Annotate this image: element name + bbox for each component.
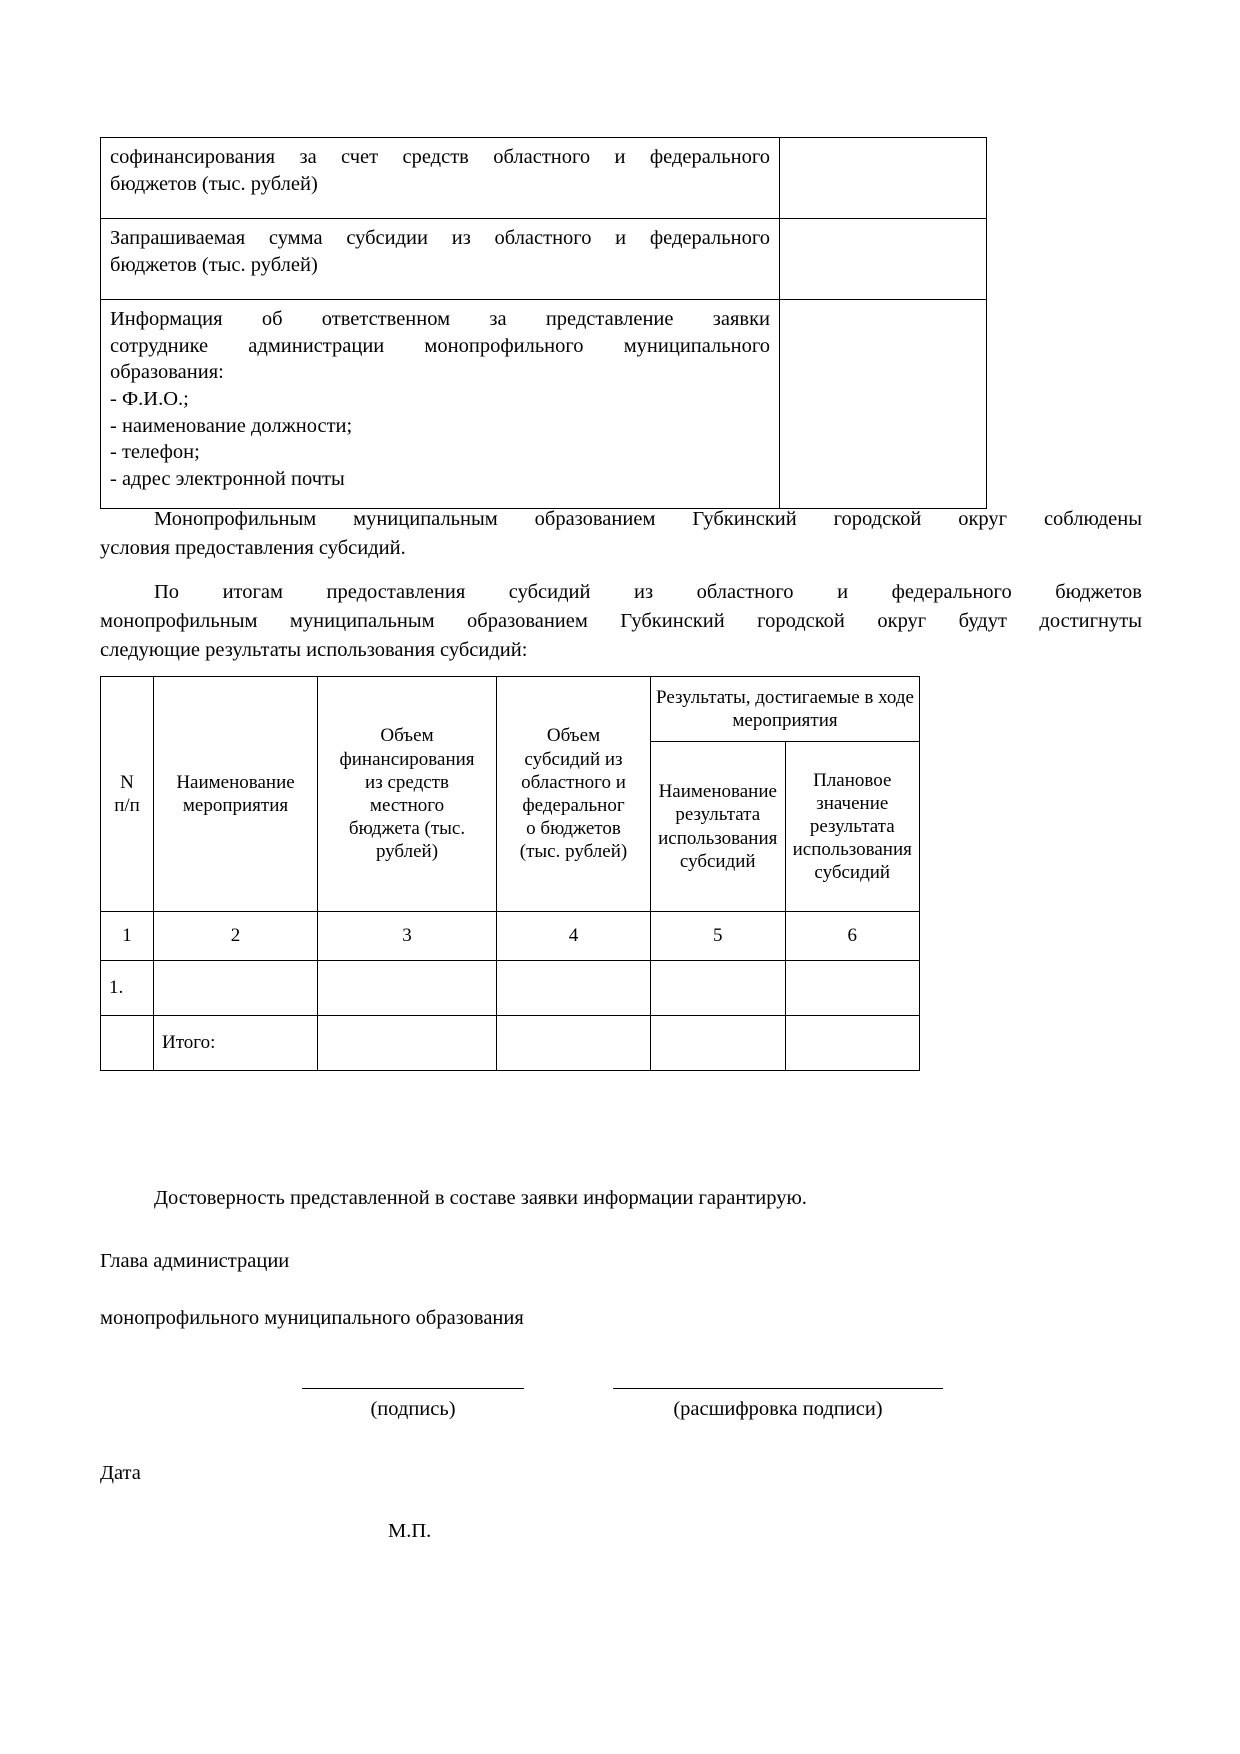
signatory-title-line-1: Глава администрации bbox=[100, 1250, 290, 1272]
cell-total-planned-value[interactable] bbox=[785, 1016, 920, 1071]
column-number: 6 bbox=[785, 912, 920, 961]
info-label-requested-subsidy bbox=[101, 219, 780, 300]
header-group-results: Результаты, достигаемые в ходе мероприятия bbox=[651, 677, 920, 742]
column-number: 2 bbox=[154, 912, 318, 961]
info-label-line: бюджетов (тыс. рублей) bbox=[110, 172, 318, 195]
signatory-title-line-2: монопрофильного муниципального образования bbox=[100, 1307, 524, 1329]
column-number: 5 bbox=[651, 912, 786, 961]
table-header-group-row bbox=[101, 677, 920, 742]
column-number: 3 bbox=[318, 912, 497, 961]
header-line: Наименование bbox=[176, 771, 295, 793]
header-line: областного и bbox=[521, 771, 626, 793]
guarantee-statement: Достоверность представленной в составе заявки информации гарантирую. bbox=[154, 1187, 807, 1209]
header-line: финансирования bbox=[339, 748, 475, 770]
paragraph-conditions-met bbox=[100, 505, 1142, 563]
header-line: мероприятия bbox=[182, 795, 289, 816]
header-line: федеральног bbox=[522, 795, 625, 816]
header-col-planned-value bbox=[785, 742, 920, 912]
info-label-line: образования: bbox=[110, 361, 224, 384]
header-col-result-name bbox=[651, 742, 786, 912]
info-label-line: сотруднике администрации монопрофильного муниципального bbox=[110, 334, 770, 357]
cell-total-result-name[interactable] bbox=[651, 1016, 786, 1071]
table-column-numbers-row bbox=[101, 912, 920, 961]
info-label-line: Информация об ответственном за представление заявки bbox=[110, 308, 770, 330]
stamp-label: М.П. bbox=[388, 1520, 432, 1542]
header-line: Объем bbox=[546, 725, 601, 747]
table-row bbox=[101, 300, 987, 509]
header-line: Наименование bbox=[658, 781, 777, 803]
header-line: Плановое bbox=[813, 769, 892, 791]
paragraph-line: следующие результаты использования субсидий: bbox=[100, 639, 528, 662]
info-label-line: софинансирования за счет средств областного и федерального bbox=[110, 146, 770, 168]
signature-caption: (подпись) bbox=[370, 1398, 456, 1420]
header-line: рублей) bbox=[375, 841, 439, 863]
header-line: использования bbox=[792, 839, 912, 861]
table-row bbox=[101, 138, 987, 219]
header-line: значение bbox=[816, 792, 889, 814]
header-line: N bbox=[120, 771, 134, 793]
header-line: (тыс. рублей) bbox=[519, 841, 628, 863]
date-label: Дата bbox=[100, 1462, 141, 1484]
cell-total-regional-federal-budget[interactable] bbox=[497, 1016, 651, 1071]
info-label-line: - телефон; bbox=[110, 441, 200, 464]
table-row bbox=[101, 961, 920, 1016]
info-value-requested-subsidy[interactable] bbox=[780, 219, 987, 300]
header-col-number bbox=[101, 677, 154, 912]
cell-total-label: Итого: bbox=[154, 1016, 318, 1071]
paragraph-line: Монопрофильным муниципальным образованием Губкинский городской округ соблюдены bbox=[154, 508, 1142, 530]
header-line: из средств bbox=[365, 771, 449, 793]
cell-local-budget[interactable] bbox=[318, 961, 497, 1016]
header-col-local-budget bbox=[318, 677, 497, 912]
info-label-line: - Ф.И.О.; bbox=[110, 387, 189, 410]
header-line: субсидий из bbox=[524, 748, 623, 770]
paragraph-results-intro bbox=[100, 578, 1142, 665]
paragraph-line: монопрофильным муниципальным образованием Губкинский городской округ будут достигнуты bbox=[100, 610, 1142, 633]
info-label-cofinancing bbox=[101, 138, 780, 219]
results-table bbox=[100, 676, 920, 1071]
info-label-responsible-person bbox=[101, 300, 780, 509]
row-index: 1. bbox=[101, 961, 154, 1016]
header-line: субсидий bbox=[814, 862, 891, 884]
info-label-line: - адрес электронной почты bbox=[110, 467, 345, 490]
table-row bbox=[101, 219, 987, 300]
header-line: результата bbox=[675, 804, 761, 826]
cell-total-local-budget[interactable] bbox=[318, 1016, 497, 1071]
info-label-line: Запрашиваемая сумма субсидии из областного и федерального bbox=[110, 227, 770, 249]
header-line: субсидий bbox=[679, 850, 756, 872]
header-line: местного bbox=[369, 795, 445, 816]
header-line: результата bbox=[809, 815, 895, 837]
header-col-event-name bbox=[154, 677, 318, 912]
applicant-info-table bbox=[100, 137, 987, 509]
header-line: п/п bbox=[114, 795, 140, 816]
table-row-total bbox=[101, 1016, 920, 1071]
column-number: 4 bbox=[497, 912, 651, 961]
signature-decoding-rule bbox=[613, 1388, 943, 1389]
cell-planned-value[interactable] bbox=[785, 961, 920, 1016]
paragraph-line: По итогам предоставления субсидий из областного и федерального бюджетов bbox=[154, 581, 1142, 603]
header-line: Объем bbox=[380, 725, 434, 747]
signature-decoding-caption: (расшифровка подписи) bbox=[673, 1398, 883, 1420]
column-number: 1 bbox=[101, 912, 154, 961]
info-label-line: бюджетов (тыс. рублей) bbox=[110, 253, 318, 276]
row-index bbox=[101, 1016, 154, 1071]
paragraph-line: условия предоставления субсидий. bbox=[100, 537, 406, 560]
header-line: бюджета (тыс. bbox=[348, 818, 466, 840]
header-line: использования bbox=[658, 827, 778, 849]
cell-regional-federal-budget[interactable] bbox=[497, 961, 651, 1016]
signature-rule bbox=[302, 1388, 524, 1389]
info-label-line: - наименование должности; bbox=[110, 414, 353, 437]
header-col-regional-federal-budget bbox=[497, 677, 651, 912]
info-value-responsible-person[interactable] bbox=[780, 300, 987, 509]
cell-event-name[interactable] bbox=[154, 961, 318, 1016]
header-line: о бюджетов bbox=[526, 818, 621, 840]
info-value-cofinancing[interactable] bbox=[780, 138, 987, 219]
cell-result-name[interactable] bbox=[651, 961, 786, 1016]
